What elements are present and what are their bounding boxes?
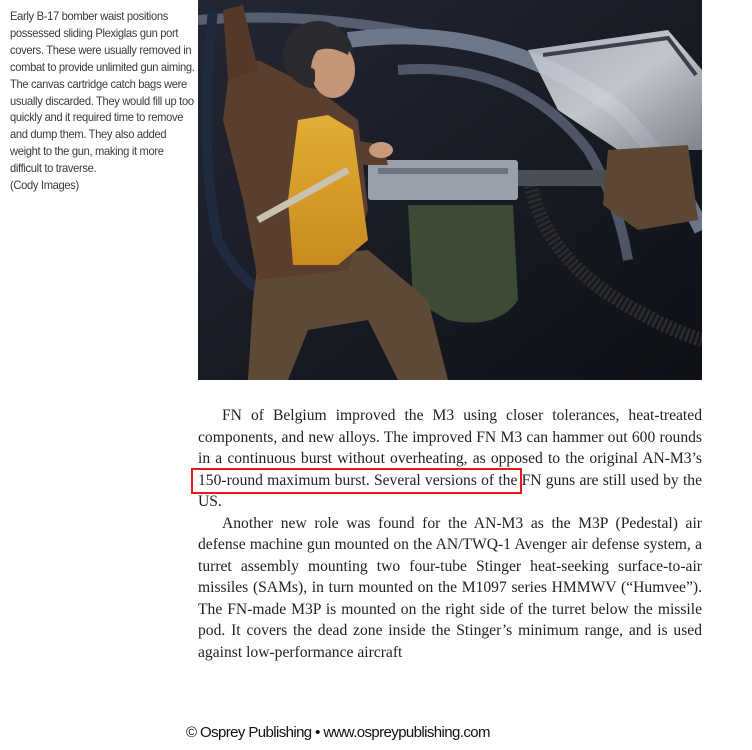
caption-text: Early B-17 bomber waist positions possessed sliding Plexiglas gun port covers. These were usually removed in combat to provide unlimited gun aiming. The canvas cartridge catch bags were usually discarded. They would fill up too quickly and it required time to remove and dump them. They also added weight to the gun, making it more difficult to traverse. xyxy=(10,9,195,176)
copyright-footer: © Osprey Publishing • www.ospreypublishing.com xyxy=(186,724,490,741)
paragraph-fn-belgium: FN of Belgium improved the M3 using closer tolerances, heat-treated components, and new alloys. The improved FN M3 can hammer out 600 rounds in a continuous burst without overheating, as opposed to the original AN-M3’s 150-round maximum burst. Several versions of the FN guns are still used by the US. xyxy=(198,407,702,510)
body-text xyxy=(198,405,702,663)
caption-credit: (Cody Images) xyxy=(10,178,79,193)
b17-waist-gunner-photo xyxy=(198,0,702,380)
photo-caption xyxy=(10,8,196,194)
paragraph-m3p-pedestal: Another new role was found for the AN-M3 as the M3P (Pedestal) air defense machine gun mounted on the AN/TWQ-1 Avenger air defense system, a turret assembly mounting two four-tube Stinger heat-seeking surface-to-air missiles (SAMs), in turn mounted on the M1097 series HMMWV (“Humvee”). The FN-made M3P is mounted on the right side of the turret below the missile pod. It covers the dead zone inside the Stinger’s minimum range, and is used against low-performance aircraft xyxy=(198,514,702,661)
